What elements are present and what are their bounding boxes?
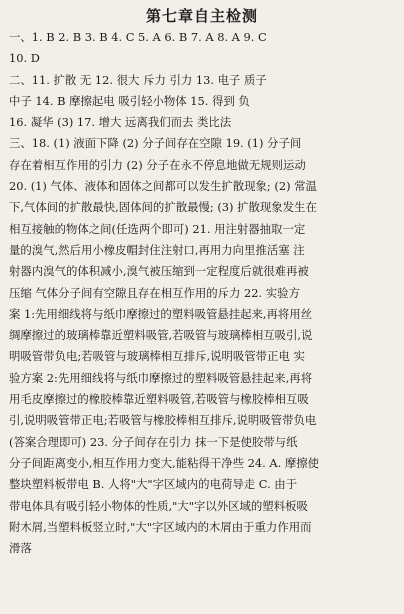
answer-line: 20. (1) 气体、液体和固体之间都可以发生扩散现象; (2) 常温 (9, 179, 317, 194)
answer-line: 三、18. (1) 液面下降 (2) 分子间存在空隙 19. (1) 分子间 (9, 136, 302, 151)
answer-line: 二、11. 扩散 无 12. 很大 斥力 引力 13. 电子 质子 (9, 72, 267, 87)
page-title: 第七章自主检测 (145, 7, 258, 25)
answer-line: 下,气体间的扩散最快,固体间的扩散最慢; (3) 扩散现象发生在 (9, 200, 317, 215)
answer-line: (答案合理即可) 23. 分子间存在引力 抹一下是使胶带与纸 (9, 434, 298, 449)
answer-line: 引,说明吸管带正电;若吸管与橡胶棒相互排斥,说明吸管带负电 (9, 413, 317, 428)
answer-line: 压缩 气体分子间有空隙且存在相互作用的斥力 22. 实验方 (9, 285, 300, 300)
answer-line: 绸摩擦过的玻璃棒靠近塑料吸管,若吸管与玻璃棒相互吸引,说 (9, 328, 313, 343)
answer-line: 验方案 2:先用细线将与纸巾摩擦过的塑料吸管悬挂起来,再将 (9, 370, 313, 385)
answer-line: 中子 14. B 摩擦起电 吸引轻小物体 15. 得到 负 (9, 93, 250, 108)
answer-line: 整块塑料板带电 B. 人将"大"字区域内的电荷导走 C. 由于 (9, 477, 298, 492)
answer-line: 明吸管带负电;若吸管与玻璃棒相互排斥,说明吸管带正电 实 (9, 349, 305, 364)
answer-line: 带电体具有吸引轻小物体的性质,"大"字以外区域的塑料板吸 (9, 498, 308, 513)
answer-line: 案 1:先用细线将与纸巾摩擦过的塑料吸管悬挂起来,再将用丝 (9, 306, 313, 321)
answer-line: 射器内溴气的体积减小,溴气被压缩到一定程度后就很难再被 (9, 264, 309, 279)
answer-line: 10. D (9, 51, 40, 66)
answer-line: 用毛皮摩擦过的橡胶棒靠近塑料吸管,若吸管与橡胶棒相互吸 (9, 392, 309, 407)
answer-line: 量的溴气,然后用小橡皮帽封住注射口,再用力向里推活塞 注 (9, 242, 305, 257)
answer-line: 相互接触的物体之间(任选两个即可) 21. 用注射器抽取一定 (9, 221, 306, 236)
answer-line: 存在着相互作用的引力 (2) 分子在永不停息地做无规则运动 (9, 157, 306, 172)
answer-line: 一、1. B 2. B 3. B 4. C 5. A 6. B 7. A 8. A 9. C (9, 30, 267, 44)
answer-text (9, 27, 395, 559)
answer-line: 16. 凝华 (3) 17. 增大 远离我们而去 类比法 (9, 115, 232, 130)
answer-line: 分子间距离变小,相互作用力变大,能粘得干净些 24. A. 摩擦使 (9, 455, 320, 470)
answer-line: 滑落 (9, 541, 32, 556)
answer-line: 附木屑,当塑料板竖立时,"大"字区域内的木屑由于重力作用而 (9, 519, 312, 534)
